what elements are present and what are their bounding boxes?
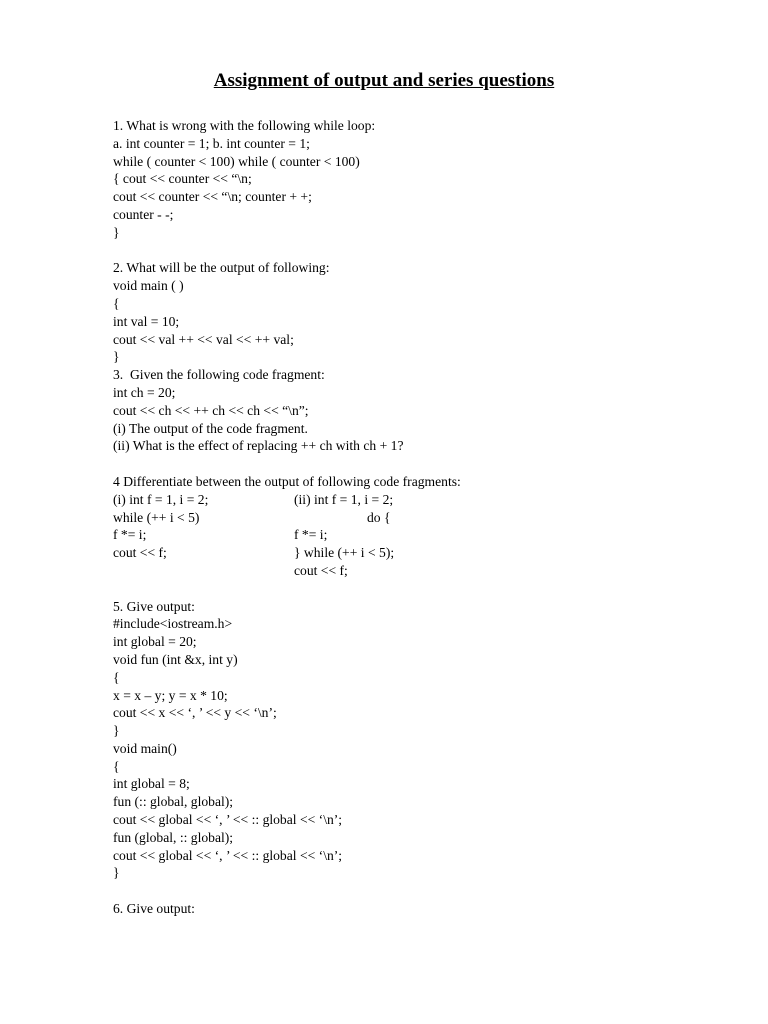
code-line: } while (++ i < 5);	[294, 545, 395, 561]
code-line: (i) int f = 1, i = 2;	[113, 491, 209, 507]
code-line: while (++ i < 5)	[113, 509, 200, 525]
question-4-heading: 4 Differentiate between the output of following code fragments:	[113, 473, 461, 489]
question-3	[113, 366, 713, 455]
code-line: f *= i;	[294, 527, 328, 543]
question-5	[113, 598, 713, 883]
code-line: x = x – y; y = x * 10;	[113, 687, 228, 703]
code-line: {	[113, 669, 120, 685]
code-line: f *= i;	[113, 527, 147, 543]
code-line: do {	[367, 509, 391, 525]
code-line: fun (global, :: global);	[113, 829, 234, 845]
code-fragment-i	[113, 491, 294, 580]
question-3-heading: 3. Given the following code fragment:	[113, 367, 325, 383]
code-fragment-ii	[294, 491, 713, 580]
code-line: #include<iostream.h>	[113, 616, 233, 632]
code-line: void main ( )	[113, 278, 184, 294]
sub-question: (ii) What is the effect of replacing ++ ch with ch + 1?	[113, 438, 404, 454]
question-2	[113, 259, 713, 366]
sub-question: (i) The output of the code fragment.	[113, 420, 308, 436]
question-6	[113, 900, 713, 918]
code-comparison	[113, 491, 713, 580]
code-line: int ch = 20;	[113, 384, 176, 400]
code-line: counter - -;	[113, 206, 174, 222]
code-line: {	[113, 758, 120, 774]
code-line: }	[113, 723, 120, 739]
document-body	[113, 117, 713, 918]
code-line: while ( counter < 100) while ( counter < 100)	[113, 153, 360, 169]
code-line: cout << ch << ++ ch << ch << “\n”;	[113, 402, 309, 418]
code-line: cout << counter << “\n; counter + +;	[113, 189, 312, 205]
code-line: }	[113, 865, 120, 881]
code-line: fun (:: global, global);	[113, 794, 234, 810]
code-line: cout << global << ‘, ’ << :: global << ‘\n’;	[113, 812, 343, 828]
code-line: {	[113, 295, 120, 311]
question-5-heading: 5. Give output:	[113, 598, 195, 614]
code-line: int global = 20;	[113, 634, 197, 650]
page-title: Assignment of output and series questions	[213, 70, 555, 91]
code-line: void main()	[113, 740, 177, 756]
code-line: cout << global << ‘, ’ << :: global << ‘\n’;	[113, 847, 343, 863]
code-line: a. int counter = 1; b. int counter = 1;	[113, 135, 310, 151]
question-6-heading: 6. Give output:	[113, 901, 195, 917]
code-line: cout << val ++ << val << ++ val;	[113, 331, 294, 347]
code-line: cout << f;	[113, 545, 167, 561]
code-line: int global = 8;	[113, 776, 190, 792]
question-2-heading: 2. What will be the output of following:	[113, 260, 330, 276]
code-line: }	[113, 224, 120, 240]
code-line: int val = 10;	[113, 313, 180, 329]
code-line: cout << x << ‘, ’ << y << ‘\n’;	[113, 705, 277, 721]
question-4	[113, 473, 713, 580]
question-1-heading: 1. What is wrong with the following while loop:	[113, 118, 376, 133]
code-line: }	[113, 349, 120, 365]
code-line: void fun (int &x, int y)	[113, 651, 238, 667]
code-line: (ii) int f = 1, i = 2;	[294, 491, 394, 507]
question-1	[113, 117, 713, 242]
code-line: cout << f;	[294, 562, 348, 578]
code-line: { cout << counter << “\n;	[113, 171, 252, 187]
